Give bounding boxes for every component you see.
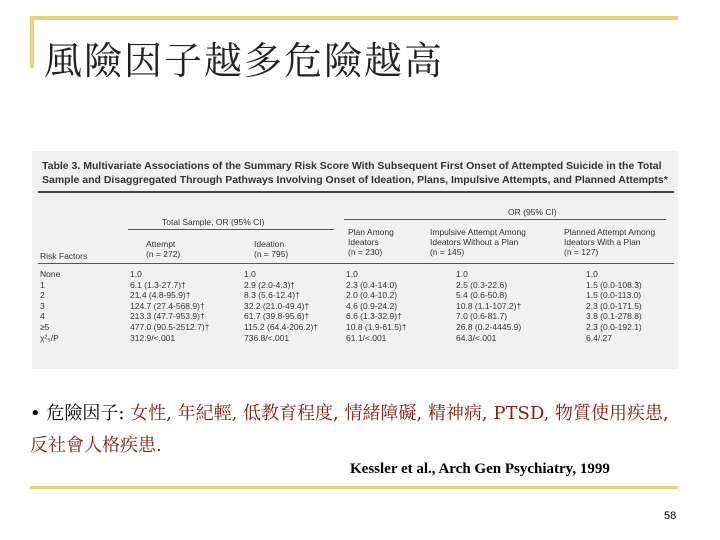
table-cell: 6.1 (1.3-27.7)† (130, 279, 186, 290)
page-number: 58 (664, 510, 677, 522)
table-cell: 2.3 (0.4-14.0) (346, 279, 398, 290)
bullet-label: 危險因子: (46, 403, 125, 424)
bullet-marker: • (30, 403, 41, 424)
row-label: 1 (40, 279, 45, 290)
row-label: χ²₅/P (40, 332, 59, 343)
table-cell: 1.0 (586, 269, 598, 279)
col-header-impulsive: Impulsive Attempt Among Ideators Without a Plan (n = 145) (430, 227, 526, 257)
citation: Kessler et al., Arch Gen Psychiatry, 1999 (350, 461, 610, 477)
table-caption: Table 3. Multivariate Associations of the Summary Risk Score With Subsequent First Onset of Attempted Suicide in the Total Sample and Disaggregated Through Pathways Involving Onset of Ideation, Plans, Impulsive Attempts, and Planned Attempts* (42, 160, 668, 186)
group-header-total: Total Sample, OR (95% CI) (162, 217, 265, 227)
table-cell: 2.9 (2.0-4.3)† (244, 279, 296, 290)
row-label: 3 (40, 300, 45, 311)
row-label: 2 (40, 290, 45, 301)
table-cell: 2.5 (0.3-22.6) (456, 279, 508, 290)
table-cell: 5.4 (0.6-50.8) (456, 290, 508, 301)
table-cell: 26.8 (0.2-4445.9) (456, 322, 522, 332)
table-cell: 124.7 (27.4-568.9)† (130, 300, 205, 311)
group-rule-total (128, 229, 334, 230)
table-cell: 2.3 (0.0-171.5) (586, 300, 642, 311)
row-label: None (40, 269, 61, 279)
table-cell: 21.4 (4.8-95.9)† (130, 290, 191, 301)
table-cell: 3.8 (0.1-278.8) (586, 311, 642, 322)
bottom-accent-rule (30, 486, 678, 489)
risk-factor-bullet (30, 398, 690, 462)
table-cell: 6.4/.27 (586, 332, 612, 343)
slide-title: 風險因子越多危險越高 (44, 39, 445, 83)
table-cell: 477.0 (90.5-2512.7)† (130, 322, 210, 332)
row-label: ≥5 (40, 322, 50, 332)
table-cell: 64.3/<.001 (456, 332, 497, 343)
col-header-risk: Risk Factors (40, 251, 88, 261)
table-cell: 1.0 (346, 269, 358, 279)
header-bottom-rule (38, 263, 674, 264)
left-accent-rule (30, 16, 34, 68)
table-cell: 61.7 (39.8-95.6)† (244, 311, 310, 322)
table-cell: 1.0 (244, 269, 256, 279)
table-cell: 32.2 (21.0-49.4)† (244, 300, 310, 311)
table-cell: 61.1/<.001 (346, 332, 387, 343)
table-cell: 312.9/<.001 (130, 332, 176, 343)
table-cell: 1.0 (456, 269, 468, 279)
col-header-plan: Plan Among Ideators (n = 230) (348, 227, 394, 257)
table-image (32, 151, 678, 369)
col-header-attempt: Attempt (n = 272) (146, 239, 181, 259)
table-cell: 213.3 (47.7-953.9)† (130, 311, 205, 322)
table-cell: 10.8 (1.1-107.2)† (456, 300, 522, 311)
table-cell: 1.5 (0.0-113.0) (586, 290, 642, 301)
col-header-ideation: Ideation (n = 795) (254, 239, 289, 259)
table-cell: 1.0 (130, 269, 142, 279)
table-cell: 6.6 (1.3-32.9)† (346, 311, 402, 322)
table-cell: 115.2 (64.4-206.2)† (244, 322, 319, 332)
row-label: 4 (40, 311, 45, 322)
col-header-planned: Planned Attempt Among Ideators With a Plan (n = 127) (564, 227, 656, 257)
table-cell: 2.0 (0.4-10.2) (346, 290, 398, 301)
top-accent-rule (30, 16, 678, 20)
group-header-or: OR (95% CI) (508, 207, 557, 217)
risk-factor-list: 女性, 年紀輕, 低教育程度, 情緒障礙, 精神病, PTSD, 物質使用疾患, 反社會人格疾患. (30, 403, 669, 456)
table-cell: 1.5 (0.0-108.3) (586, 279, 642, 290)
group-rule-or (344, 219, 666, 220)
table-cell: 736.8/<.001 (244, 332, 290, 343)
table-cell: 7.0 (0.6-81.7) (456, 311, 508, 322)
table-cell: 8.3 (5.6-12.4)† (244, 290, 300, 301)
table-cell: 10.8 (1.9-61.5)† (346, 322, 407, 332)
table-cell: 4.6 (0.9-24.2) (346, 300, 398, 311)
table-top-rule (38, 191, 674, 193)
table-cell: 2.3 (0.0-192.1) (586, 322, 642, 332)
